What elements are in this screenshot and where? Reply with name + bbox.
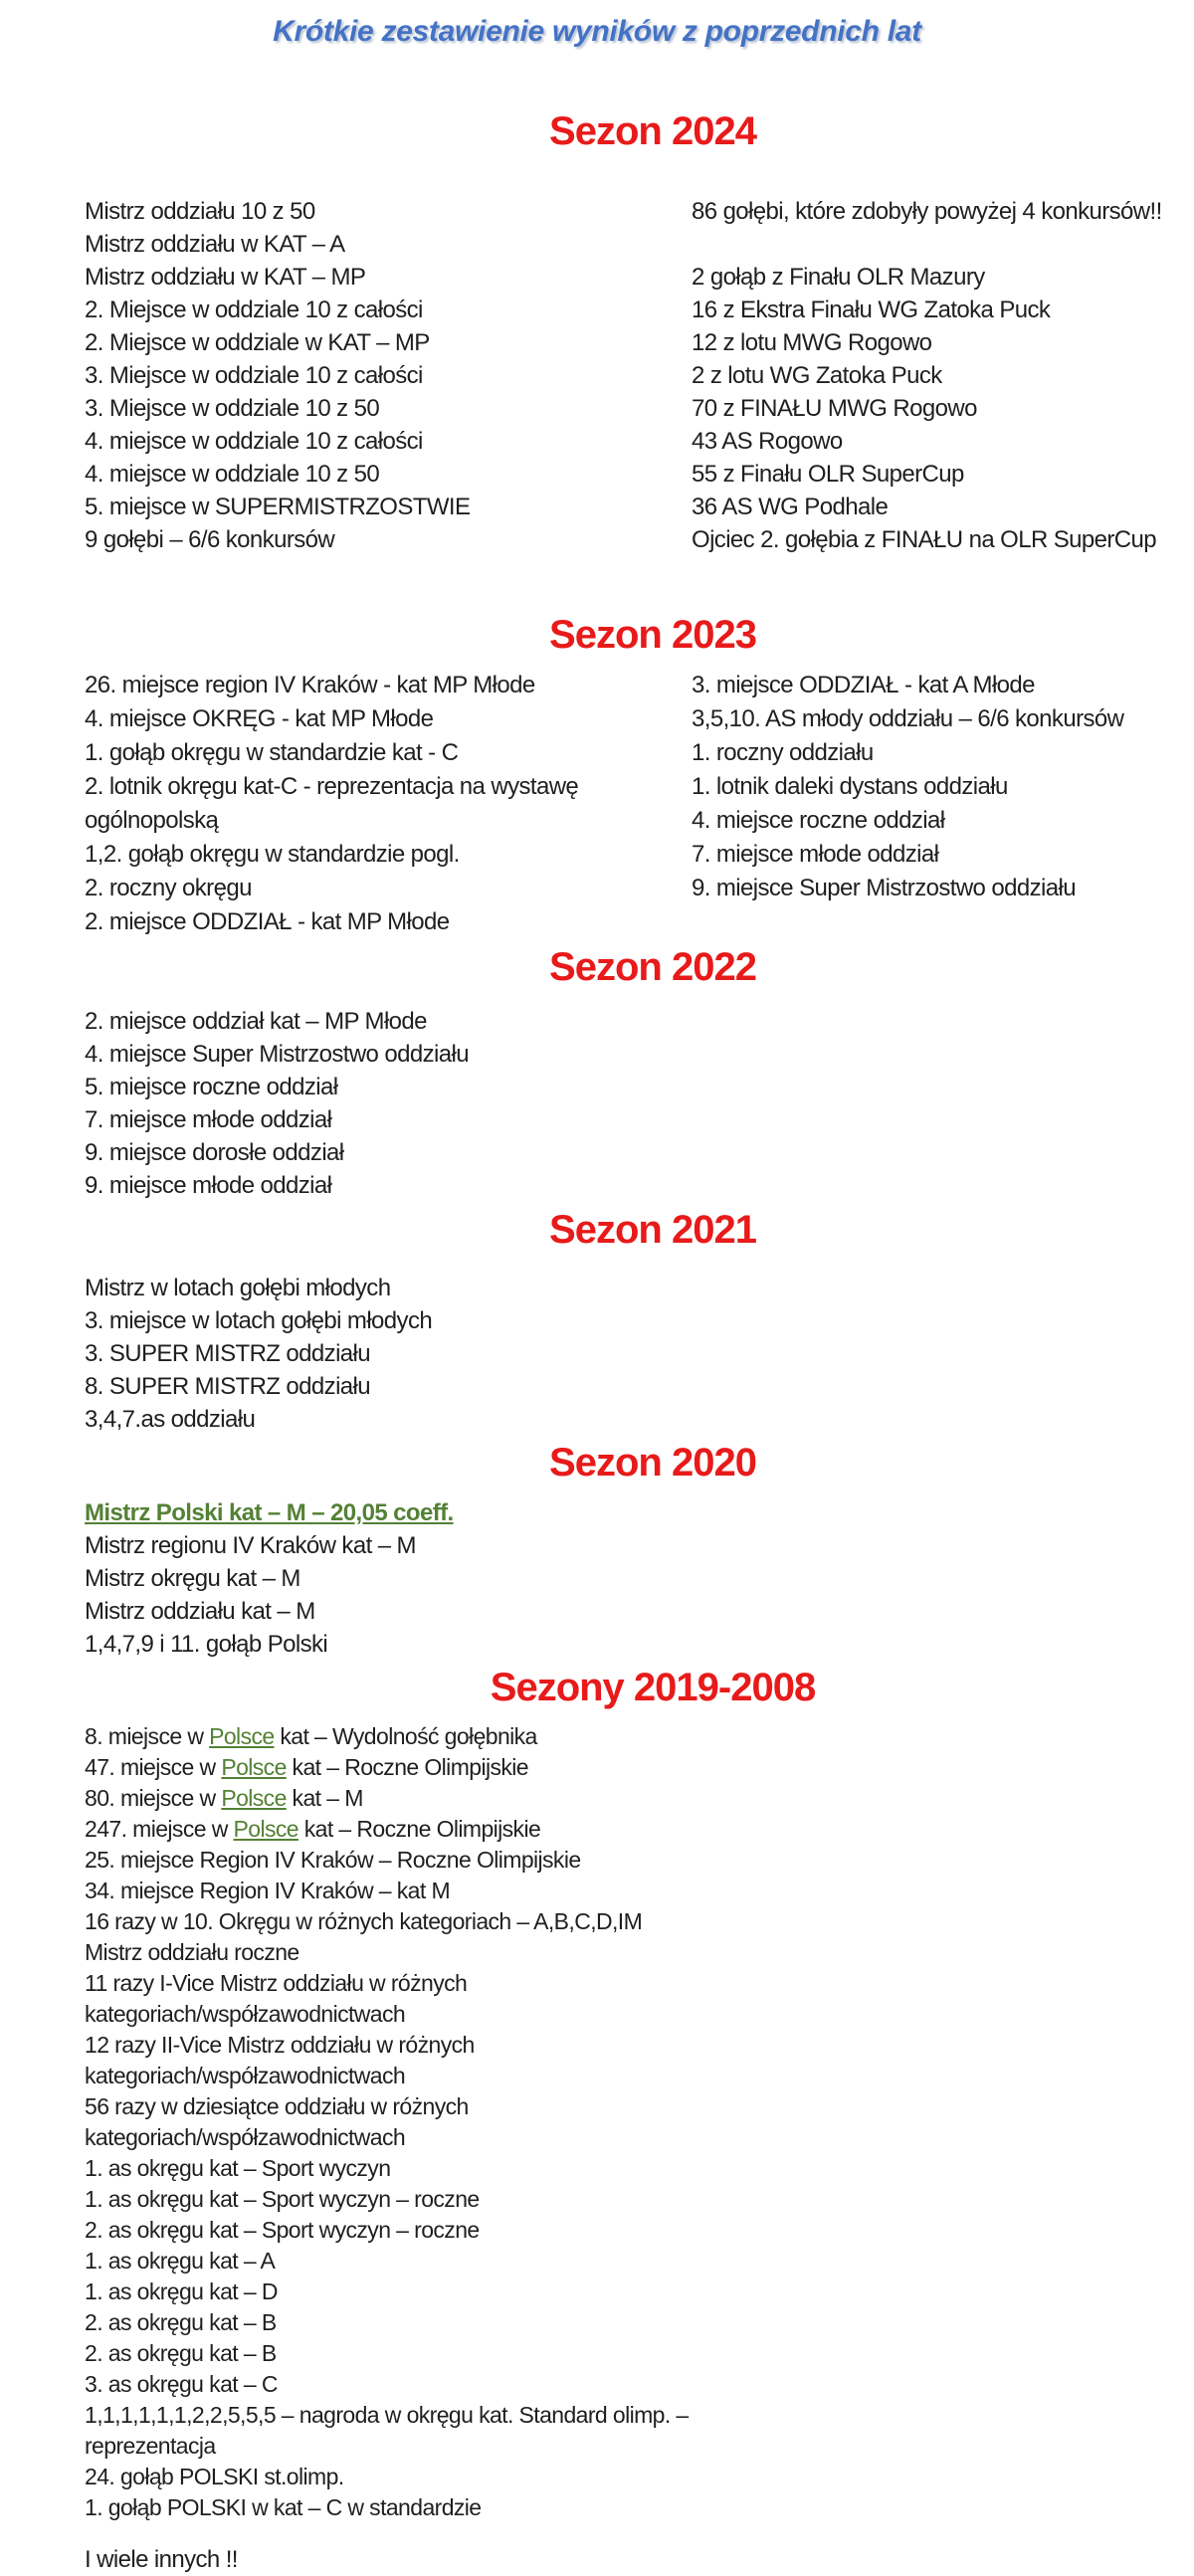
- season-header-2020: Sezon 2020: [549, 1441, 756, 1485]
- season-2022-results: [85, 1005, 1194, 1202]
- season-header-2021: Sezon 2021: [549, 1208, 756, 1252]
- season-header-2022: Sezon 2022: [549, 945, 756, 989]
- results-column: [692, 195, 1194, 556]
- result-line: 1. gołąb POLSKI w kat – C w standardzie: [85, 2494, 482, 2520]
- result-line: Mistrz w lotach gołębi młodych: [85, 1275, 391, 1301]
- result-line: 36 AS WG Podhale: [692, 494, 889, 520]
- result-line: 26. miejsce region IV Kraków - kat MP Młode: [85, 672, 535, 698]
- result-line: 3. Miejsce w oddziale 10 z całości: [85, 362, 423, 389]
- result-line: ogólnopolską: [85, 807, 219, 834]
- result-text: 247. miejsce w: [85, 1816, 234, 1842]
- results-column: [692, 669, 1194, 939]
- result-line: Mistrz oddziału roczne: [85, 1939, 299, 1965]
- result-line: 4. miejsce roczne oddział: [692, 807, 945, 834]
- result-line: Ojciec 2. gołębia z FINAŁU na OLR SuperCup: [692, 526, 1157, 553]
- result-line: 1. roczny oddziału: [692, 739, 874, 766]
- result-line: 1. as okręgu kat – Sport wyczyn: [85, 2155, 391, 2181]
- result-line: Mistrz oddziału w KAT – A: [85, 231, 345, 258]
- result-line: 2 z lotu WG Zatoka Puck: [692, 362, 942, 389]
- seasons-2019-2008-results: [85, 1721, 1194, 2523]
- result-line: 34. miejsce Region IV Kraków – kat M: [85, 1878, 451, 1903]
- result-line: 12 z lotu MWG Rogowo: [692, 329, 932, 356]
- result-line: 8. SUPER MISTRZ oddziału: [85, 1373, 371, 1400]
- result-line: 1. as okręgu kat – D: [85, 2279, 278, 2304]
- result-line: 2 gołąb z Finału OLR Mazury: [692, 264, 985, 291]
- result-line: Mistrz okręgu kat – M: [85, 1565, 300, 1592]
- season-header-2019-2008: Sezony 2019-2008: [490, 1666, 816, 1709]
- result-line: 7. miejsce młode oddział: [85, 1106, 332, 1133]
- result-text: kat – Roczne Olimpijskie: [298, 1816, 541, 1842]
- result-line: 3. SUPER MISTRZ oddziału: [85, 1340, 371, 1367]
- results-column: [85, 1005, 692, 1202]
- result-line: 7. miejsce młode oddział: [692, 841, 939, 868]
- result-line: 2. miejsce ODDZIAŁ - kat MP Młode: [85, 908, 450, 935]
- polsce-link[interactable]: Polsce: [221, 1754, 287, 1780]
- result-line: 1. lotnik daleki dystans oddziału: [692, 773, 1008, 800]
- result-line: [85, 1496, 692, 1529]
- result-line: 3,5,10. AS młody oddziału – 6/6 konkursów: [692, 705, 1124, 732]
- result-line: 9. miejsce młode oddział: [85, 1172, 332, 1199]
- result-line: 16 razy w 10. Okręgu w różnych kategoriach – A,B,C,D,IM: [85, 1908, 643, 1934]
- result-line: 9. miejsce dorosłe oddział: [85, 1139, 344, 1166]
- result-line: Mistrz regionu IV Kraków kat – M: [85, 1532, 416, 1559]
- result-text: kat – Roczne Olimpijskie: [286, 1754, 528, 1780]
- result-line: 9 gołębi – 6/6 konkursów: [85, 526, 335, 553]
- results-column: [85, 1496, 692, 1661]
- result-line: 56 razy w dziesiątce oddziału w różnych kategoriach/współzawodnictwach: [85, 2093, 475, 2150]
- result-line: [692, 228, 1194, 261]
- result-line: 70 z FINAŁU MWG Rogowo: [692, 395, 977, 422]
- result-line: 1. as okręgu kat – A: [85, 2248, 276, 2274]
- result-line: 3. as okręgu kat – C: [85, 2371, 278, 2397]
- result-text: kat – Wydolność gołębnika: [274, 1723, 537, 1749]
- result-line: 86 gołębi, które zdobyły powyżej 4 konkursów!!: [692, 198, 1162, 225]
- season-2024-results: [85, 195, 1194, 556]
- result-line: 4. miejsce w oddziale 10 z 50: [85, 461, 380, 488]
- closing-note: I wiele innych !!: [85, 2546, 238, 2573]
- result-line: Mistrz oddziału 10 z 50: [85, 198, 315, 225]
- result-line: 3. miejsce ODDZIAŁ - kat A Młode: [692, 672, 1035, 698]
- polsce-link[interactable]: Polsce: [233, 1816, 298, 1842]
- result-line: 2. Miejsce w oddziale 10 z całości: [85, 297, 423, 323]
- result-line: 4. miejsce OKRĘG - kat MP Młode: [85, 705, 434, 732]
- result-line: 5. miejsce roczne oddział: [85, 1074, 338, 1100]
- season-2020-results: [85, 1496, 1194, 1661]
- results-column: [85, 669, 692, 939]
- results-column: [85, 195, 692, 556]
- result-text: Mistrz Polski kat – M – 20,05 coeff.: [85, 1499, 454, 1526]
- result-line: 3. Miejsce w oddziale 10 z 50: [85, 395, 380, 422]
- result-line: 5. miejsce w SUPERMISTRZOSTWIE: [85, 494, 471, 520]
- season-2023-results: [85, 669, 1194, 939]
- result-line: 4. miejsce Super Mistrzostwo oddziału: [85, 1041, 469, 1068]
- result-line: 2. as okręgu kat – B: [85, 2309, 277, 2335]
- season-2021-results: [85, 1272, 1194, 1436]
- result-line: 24. gołąb POLSKI st.olimp.: [85, 2464, 344, 2489]
- result-text: 8. miejsce w: [85, 1723, 210, 1749]
- result-line: 4. miejsce w oddziale 10 z całości: [85, 428, 423, 455]
- result-line: 43 AS Rogowo: [692, 428, 843, 455]
- results-column: [85, 1272, 692, 1436]
- result-line: 3,4,7.as oddziału: [85, 1406, 256, 1433]
- result-line: 3. miejsce w lotach gołębi młodych: [85, 1307, 433, 1334]
- result-text: 47. miejsce w: [85, 1754, 222, 1780]
- polsce-link[interactable]: Polsce: [209, 1723, 275, 1749]
- result-text: 80. miejsce w: [85, 1785, 222, 1811]
- result-line: [85, 1721, 692, 1752]
- result-line: 25. miejsce Region IV Kraków – Roczne Olimpijskie: [85, 1847, 581, 1873]
- result-line: 9. miejsce Super Mistrzostwo oddziału: [692, 875, 1076, 901]
- result-text: kat – M: [286, 1785, 363, 1811]
- result-line: 1,2. gołąb okręgu w standardzie pogl.: [85, 841, 460, 868]
- result-line: 2. as okręgu kat – B: [85, 2340, 277, 2366]
- result-line: 1. gołąb okręgu w standardzie kat - C: [85, 739, 459, 766]
- result-line: 11 razy I-Vice Mistrz oddziału w różnych kategoriach/współzawodnictwach: [85, 1970, 473, 2027]
- season-header-2023: Sezon 2023: [549, 613, 756, 657]
- result-line: 1,4,7,9 i 11. gołąb Polski: [85, 1631, 328, 1658]
- result-line: 2. lotnik okręgu kat-C - reprezentacja na wystawę: [85, 773, 579, 800]
- result-line: 12 razy II-Vice Mistrz oddziału w różnych kategoriach/współzawodnictwach: [85, 2032, 481, 2088]
- results-column: [85, 1721, 695, 2523]
- polsce-link[interactable]: Polsce: [221, 1785, 287, 1811]
- result-line: [85, 1752, 692, 1783]
- result-line: 2. roczny okręgu: [85, 875, 252, 901]
- page-title: Krótkie zestawienie wyników z poprzednich lat: [273, 15, 921, 48]
- result-line: 55 z Finału OLR SuperCup: [692, 461, 964, 488]
- result-line: [85, 1814, 692, 1845]
- result-line: 2. as okręgu kat – Sport wyczyn – roczne: [85, 2217, 480, 2243]
- result-line: 1. as okręgu kat – Sport wyczyn – roczne: [85, 2186, 480, 2212]
- result-line: [85, 1783, 692, 1814]
- result-line: 16 z Ekstra Finału WG Zatoka Puck: [692, 297, 1051, 323]
- season-header-2024: Sezon 2024: [549, 109, 756, 153]
- result-line: 2. miejsce oddział kat – MP Młode: [85, 1008, 427, 1035]
- result-line: 1,1,1,1,1,1,2,2,5,5,5 – nagroda w okręgu kat. Standard olimp. – reprezentacja: [85, 2402, 695, 2459]
- result-line: Mistrz oddziału kat – M: [85, 1598, 315, 1625]
- result-line: 2. Miejsce w oddziale w KAT – MP: [85, 329, 430, 356]
- result-line: Mistrz oddziału w KAT – MP: [85, 264, 366, 291]
